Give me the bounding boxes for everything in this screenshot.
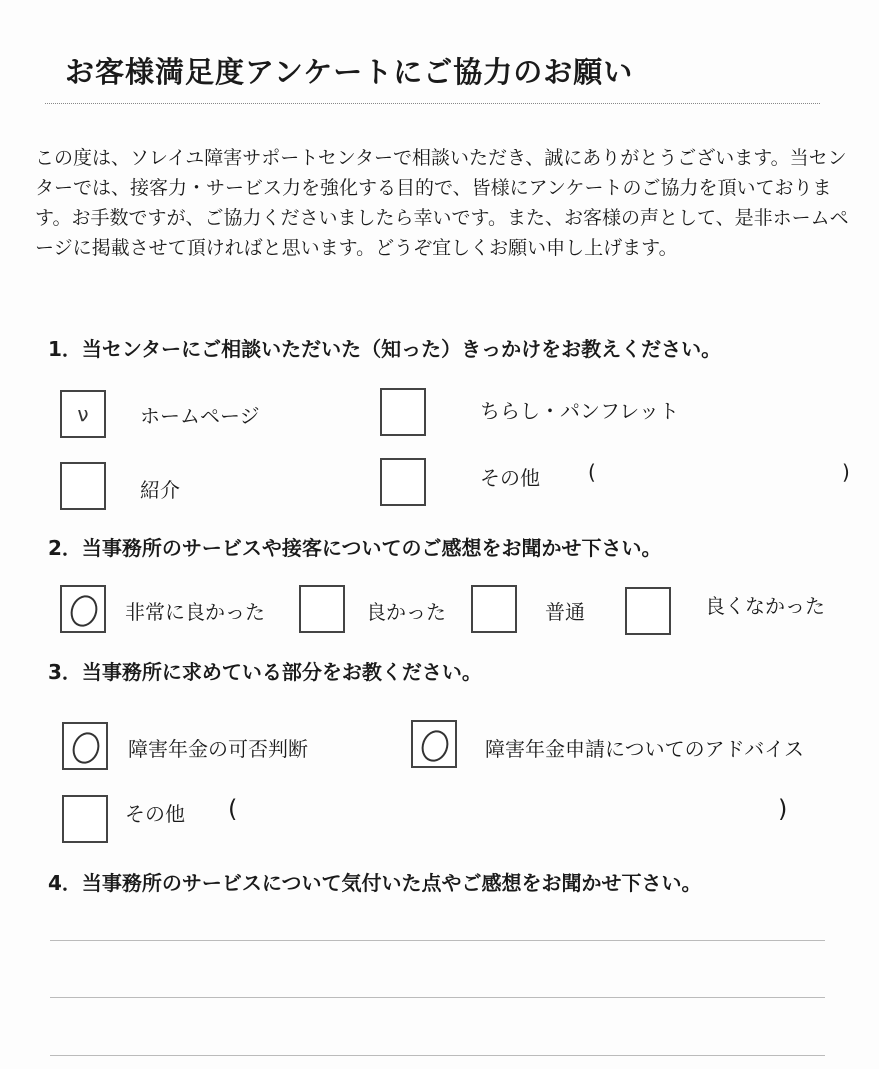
q2-checkbox-average[interactable] bbox=[471, 585, 517, 633]
question-2: 2．当事務所のサービスや接客についてのご感想をお聞かせ下さい。 bbox=[48, 536, 662, 560]
q2-option-label: 非常に良かった bbox=[125, 600, 265, 624]
q2-option-label: 良くなかった bbox=[705, 594, 825, 618]
answer-line[interactable] bbox=[50, 997, 825, 998]
q1-other-paren-open: ( bbox=[588, 460, 596, 484]
q1-option-label: ホームページ bbox=[140, 404, 260, 428]
circle-mark-icon bbox=[417, 727, 452, 766]
q2-option-label: 普通 bbox=[545, 600, 585, 624]
q1-checkbox-other[interactable] bbox=[380, 458, 426, 506]
q1-option-label: その他 bbox=[480, 466, 540, 490]
q1-other-paren-close: ) bbox=[842, 460, 850, 484]
circle-mark-icon bbox=[68, 729, 103, 768]
q3-other-paren-open: ( bbox=[228, 795, 238, 823]
page-title: お客様満足度アンケートにご協力のお願い bbox=[65, 55, 634, 89]
title-divider bbox=[45, 103, 820, 104]
q2-checkbox-good[interactable] bbox=[299, 585, 345, 633]
q3-checkbox-other[interactable] bbox=[62, 795, 108, 843]
question-3: 3．当事務所に求めている部分をお教ください。 bbox=[48, 660, 482, 684]
q1-checkbox-homepage[interactable] bbox=[60, 390, 106, 438]
q1-option-label: ちらし・パンフレット bbox=[480, 399, 679, 423]
q2-checkbox-very-good[interactable] bbox=[60, 585, 106, 633]
q3-option-label: 障害年金の可否判断 bbox=[128, 737, 308, 761]
intro-paragraph: この度は、ソレイユ障害サポートセンターで相談いただき、誠にありがとうございます。当センターでは、接客力・サービス力を強化する目的で、皆様にアンケートのご協力を頂いております。お手数ですが、ご協力くださいましたら幸いです。また、お客様の声として、是非ホームページに掲載させて頂ければと思います。どうぞ宜しくお願い申し上げます。 bbox=[35, 147, 849, 259]
q3-checkbox-advice[interactable] bbox=[411, 720, 457, 768]
question-1: 1．当センターにご相談いただいた（知った）きっかけをお教えください。 bbox=[48, 337, 722, 361]
answer-line[interactable] bbox=[50, 1055, 825, 1056]
q3-option-label: その他 bbox=[125, 802, 185, 826]
q1-checkbox-flyer[interactable] bbox=[380, 388, 426, 436]
q2-checkbox-not-good[interactable] bbox=[625, 587, 671, 635]
circle-mark-icon bbox=[66, 592, 101, 631]
answer-line[interactable] bbox=[50, 940, 825, 941]
q1-option-label: 紹介 bbox=[140, 478, 180, 502]
q2-option-label: 良かった bbox=[366, 600, 446, 624]
q1-checkbox-referral[interactable] bbox=[60, 462, 106, 510]
check-mark-icon: ν bbox=[77, 402, 89, 426]
question-4: 4．当事務所のサービスについて気付いた点やご感想をお聞かせ下さい。 bbox=[48, 871, 702, 895]
q3-other-paren-close: ) bbox=[778, 795, 788, 823]
q3-option-label: 障害年金申請についてのアドバイス bbox=[485, 737, 804, 761]
q3-checkbox-eligibility[interactable] bbox=[62, 722, 108, 770]
